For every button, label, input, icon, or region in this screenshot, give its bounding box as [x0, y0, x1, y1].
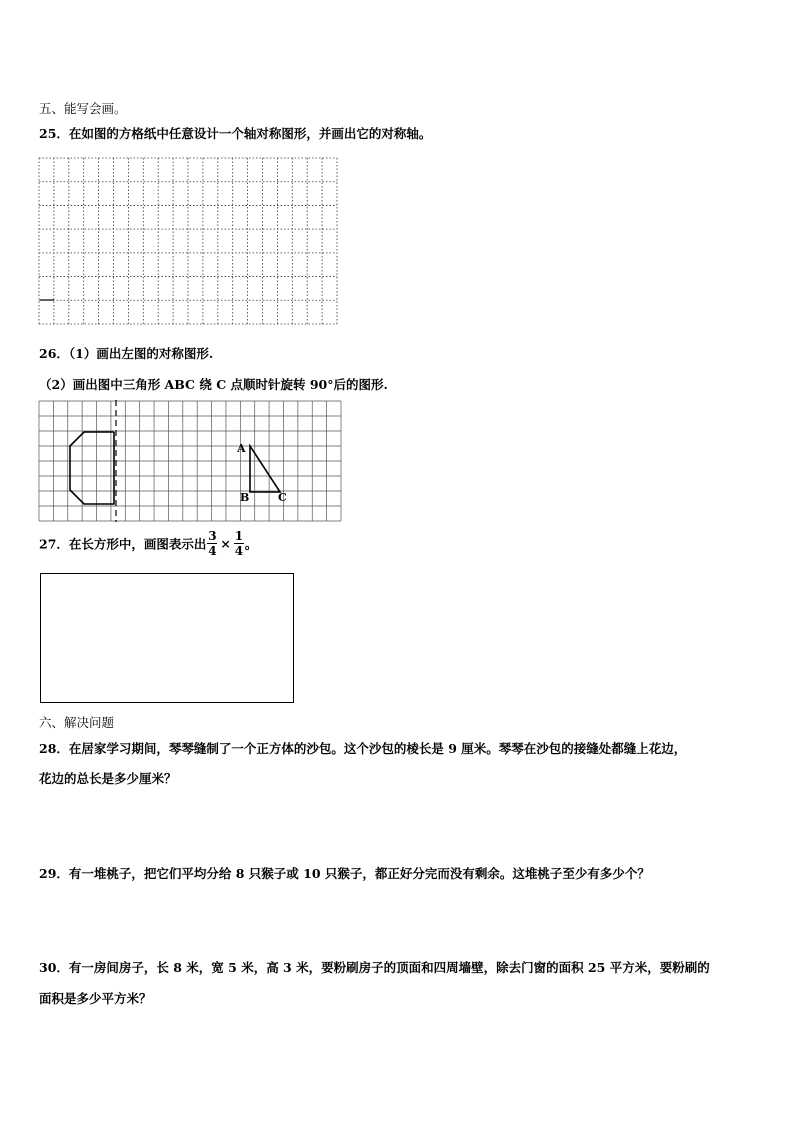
q26-label-b: B: [240, 491, 250, 504]
q26-label-c: C: [278, 491, 287, 504]
q26-label-a: A: [237, 442, 246, 455]
q27-rectangle[interactable]: [40, 573, 294, 703]
q26-part1: 26．（1）画出左图的对称图形.: [39, 346, 214, 361]
q25-grid[interactable]: [38, 157, 338, 327]
q27-times-sign: ×: [220, 536, 231, 551]
q28-line1: 28．在居家学习期间，琴琴缝制了一个正方体的沙包。这个沙包的棱长是 9 厘米。琴琴在沙包的接缝处都缝上花边，: [39, 741, 687, 756]
q26-grid-lines: [39, 401, 341, 521]
q25-text: 25．在如图的方格纸中任意设计一个轴对称图形，并画出它的对称轴。: [39, 126, 432, 141]
section5-heading: 五、能写会画。: [39, 101, 127, 116]
q27-fraction-2: [234, 530, 244, 557]
q26-grid[interactable]: [38, 400, 342, 522]
q27-fraction-1: [207, 530, 217, 557]
q27-prefix: 27．在长方形中，画图表示出: [39, 536, 207, 552]
q29-text: 29．有一堆桃子，把它们平均分给 8 只猴子或 10 只猴子，都正好分完而没有剩余。这堆桃子至少有多少个？: [39, 866, 650, 881]
q30-line2: 面积是多少平方米？: [39, 991, 152, 1006]
q27-fraction-2-numerator: 1: [234, 529, 244, 543]
q26-part2: （2）画出图中三角形 ABC 绕 C 点顺时针旋转 90°后的图形.: [39, 377, 388, 392]
q27-fraction-2-denominator: 4: [234, 544, 244, 558]
q27-suffix: 。: [244, 536, 258, 552]
q28-line2: 花边的总长是多少厘米？: [39, 771, 177, 786]
section6-heading: 六、解决问题: [39, 715, 115, 730]
q27-fraction-1-numerator: 3: [208, 529, 217, 543]
q26-left-shape: [70, 432, 114, 504]
q27-text: [39, 530, 257, 557]
q27-fraction-1-denominator: 4: [208, 544, 217, 558]
q30-line1: 30．有一房间房子，长 8 米，宽 5 米，高 3 米，要粉刷房子的顶面和四周墙壁，除去门窗的面积 25 平方米，要粉刷的: [39, 960, 710, 975]
